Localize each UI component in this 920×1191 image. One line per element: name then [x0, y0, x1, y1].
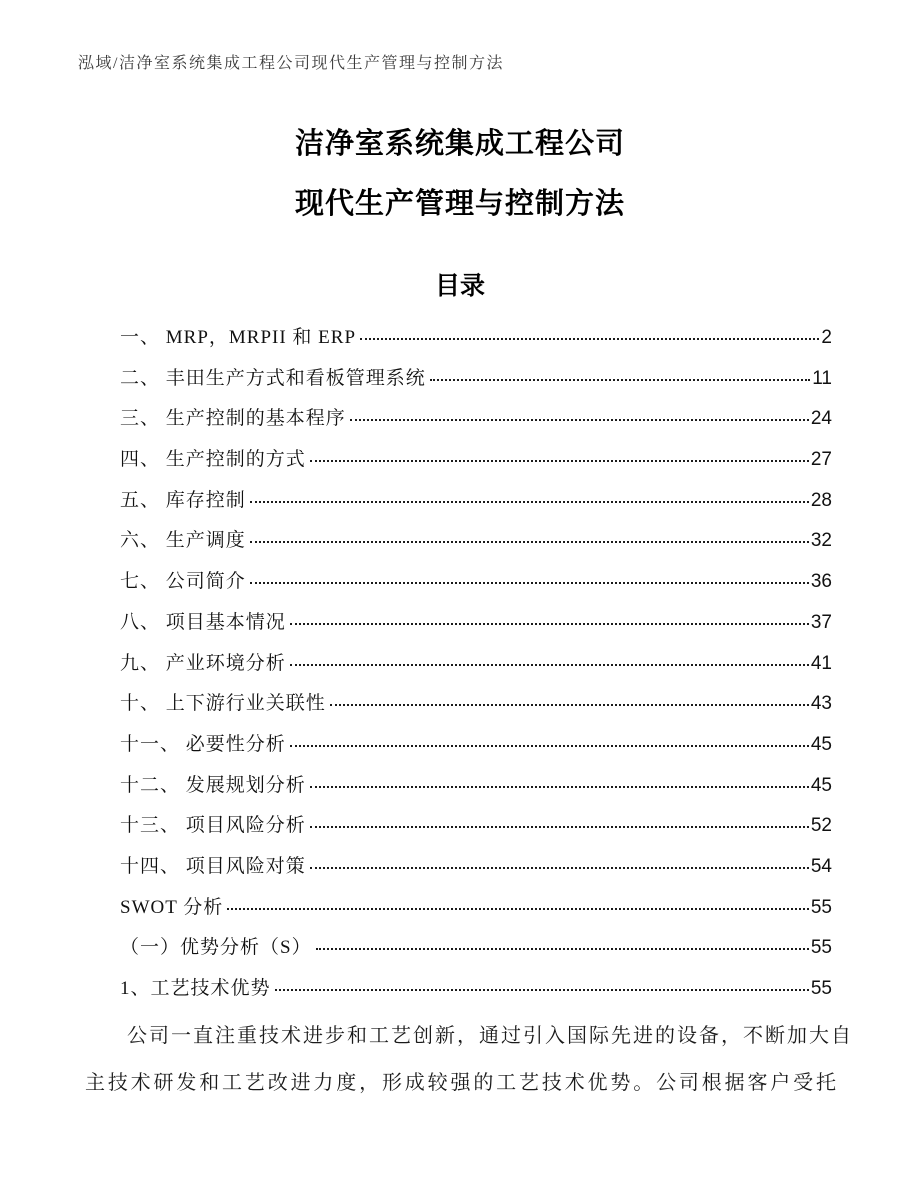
toc-entry-page: 27 [810, 449, 832, 471]
toc-entry-page: 11 [812, 367, 832, 389]
body-paragraph [85, 1013, 853, 1107]
toc-leader-dots [275, 989, 809, 991]
toc-leader-dots [227, 908, 809, 910]
toc-leader-dots [330, 704, 809, 706]
toc-entry-label: 十一、 必要性分析 [120, 733, 286, 755]
toc-entry-label: 五、 库存控制 [120, 489, 246, 511]
toc-leader-dots [350, 419, 809, 421]
toc-leader-dots [430, 379, 811, 381]
toc-entry[interactable] [120, 399, 832, 440]
toc-leader-dots [316, 948, 809, 950]
toc-entry[interactable] [120, 806, 832, 847]
toc-heading: 目录 [434, 272, 485, 300]
toc-entry[interactable] [120, 521, 832, 562]
toc-entry-page: 28 [810, 489, 832, 511]
toc-entry-label: 十三、 项目风险分析 [120, 815, 306, 837]
toc-entry-label: 六、 生产调度 [120, 530, 246, 552]
toc-entry-label: 十二、 发展规划分析 [120, 774, 306, 796]
toc-entry-label: 三、 生产控制的基本程序 [120, 408, 346, 430]
toc-entry-label: 八、 项目基本情况 [120, 611, 286, 633]
toc-leader-dots [290, 623, 809, 625]
toc-entry-page: 24 [810, 408, 832, 430]
toc-entry[interactable] [120, 928, 832, 969]
toc-entry-label: （一）优势分析（S） [120, 937, 312, 959]
toc-entry-page: 55 [810, 896, 832, 918]
toc-entry[interactable] [120, 969, 832, 1010]
toc-leader-dots [310, 826, 809, 828]
toc-entry[interactable] [120, 766, 832, 807]
document-title-line1: 洁净室系统集成工程公司 [294, 128, 625, 160]
body-paragraph-line2: 主技术研发和工艺改进力度，形成较强的工艺技术优势。公司根据客户受托 [85, 1072, 838, 1094]
toc-entry[interactable] [120, 684, 832, 725]
toc-leader-dots [310, 867, 809, 869]
toc-entry[interactable] [120, 359, 832, 400]
toc-entry-page: 45 [810, 774, 832, 796]
toc-leader-dots [310, 460, 809, 462]
toc-entry-page: 36 [810, 571, 832, 593]
toc-entry[interactable] [120, 440, 832, 481]
toc-entry-label: 二、 丰田生产方式和看板管理系统 [120, 367, 426, 389]
toc-entry[interactable] [120, 562, 832, 603]
toc-entry-label: 十四、 项目风险对策 [120, 855, 306, 877]
toc-entry-page: 54 [810, 855, 832, 877]
page-header-text: 泓域/洁净室系统集成工程公司现代生产管理与控制方法 [78, 55, 504, 72]
toc-entry-page: 45 [810, 733, 832, 755]
toc-entry-label: 九、 产业环境分析 [120, 652, 286, 674]
table-of-contents [120, 318, 832, 1010]
toc-entry[interactable] [120, 725, 832, 766]
toc-entry-label: 1、工艺技术优势 [120, 978, 271, 999]
toc-entry-label: SWOT 分析 [120, 896, 224, 918]
toc-leader-dots [250, 582, 809, 584]
toc-entry-label: 四、 生产控制的方式 [120, 449, 306, 471]
toc-entry-page: 55 [810, 978, 832, 999]
toc-entry[interactable] [120, 888, 832, 929]
toc-leader-dots [290, 745, 809, 747]
toc-entry[interactable] [120, 847, 832, 888]
body-paragraph-line1: 公司一直注重技术进步和工艺创新，通过引入国际先进的设备，不断加大自 [127, 1025, 853, 1047]
toc-leader-dots [310, 786, 809, 788]
toc-leader-dots [250, 541, 809, 543]
toc-entry[interactable] [120, 481, 832, 522]
toc-entry-page: 32 [810, 530, 832, 552]
toc-entry[interactable] [120, 644, 832, 685]
toc-entry[interactable] [120, 318, 832, 359]
toc-entry-label: 十、 上下游行业关联性 [120, 693, 326, 715]
document-title [0, 114, 920, 234]
toc-entry-label: 一、 MRP，MRPII 和 ERP [120, 327, 357, 348]
document-title-line2: 现代生产管理与控制方法 [294, 188, 625, 220]
toc-entry-page: 41 [810, 652, 832, 674]
toc-leader-dots [290, 664, 809, 666]
toc-entry-page: 43 [810, 693, 832, 715]
toc-entry[interactable] [120, 603, 832, 644]
toc-leader-dots [360, 338, 819, 340]
toc-entry-page: 55 [810, 937, 832, 959]
toc-entry-page: 37 [810, 611, 832, 633]
toc-entry-page: 52 [810, 815, 832, 837]
toc-entry-page: 2 [821, 327, 832, 348]
toc-entry-label: 七、 公司简介 [120, 571, 246, 593]
toc-leader-dots [250, 501, 809, 503]
